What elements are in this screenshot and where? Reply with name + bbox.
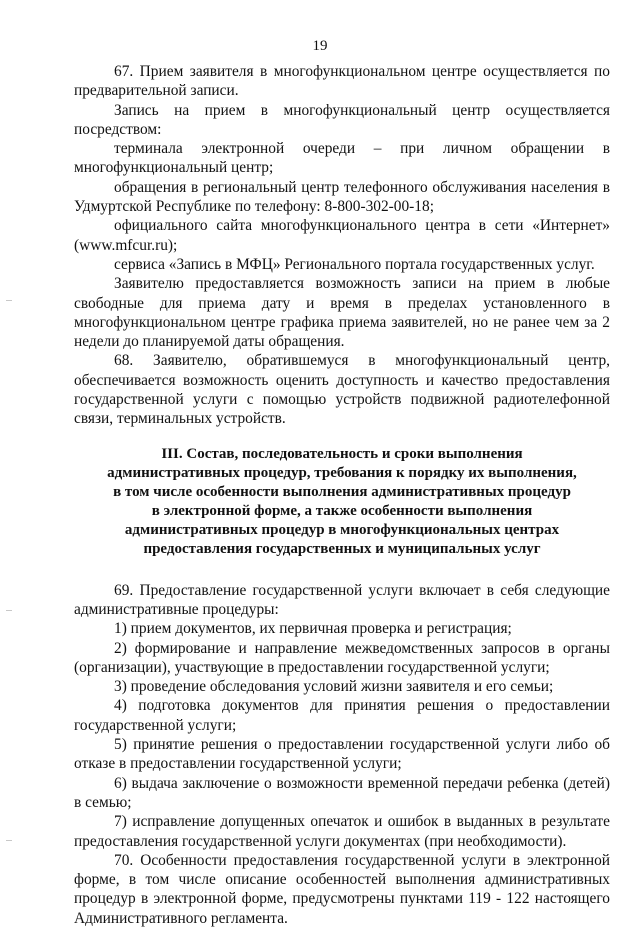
list-item: 5) принятие решения о предоставлении государственной услуги либо об отказе в предоставлении государственной услуги;	[74, 736, 610, 773]
scan-mark	[6, 840, 12, 841]
heading-line: административных процедур, требования к порядку их выполнения,	[107, 464, 577, 481]
paragraph-69: 69. Предоставление государственной услуги включает в себя следующие административные процедуры:	[74, 581, 610, 618]
heading-line: в электронной форме, а также особенности выполнения	[151, 502, 533, 519]
scan-mark	[6, 300, 12, 301]
heading-line: предоставления государственных и муниципальных услуг	[143, 540, 541, 557]
heading-line: III. Состав, последовательность и сроки выполнения	[161, 445, 523, 462]
page-number: 19	[312, 38, 328, 54]
list-item: 7) исправление допущенных опечаток и ошибок в выданных в результате предоставления государственной услуги документах (при необходимости).	[74, 813, 610, 850]
paragraph-70: 70. Особенности предоставления государственной услуги в электронной форме, в том числе описание особенностей выполнения административных процедур в электронной форме, предусмотрены пунктами 119 - 122 настоящего Административного регламента.	[74, 851, 610, 927]
section-heading	[74, 445, 610, 559]
paragraph: официального сайта многофункционального центра в сети «Интернет» (www.mfcur.ru);	[74, 217, 610, 254]
heading-line: в том числе особенности выполнения административных процедур	[113, 483, 571, 500]
heading-line: административных процедур в многофункциональных центрах	[124, 521, 560, 538]
list-item: 4) подготовка документов для принятия решения о предоставлении государственной услуги;	[74, 697, 610, 734]
paragraph: сервиса «Запись в МФЦ» Регионального портала государственных услуг.	[114, 255, 595, 273]
paragraph: Заявителю предоставляется возможность записи на прием в любые свободные для приема дату и время в пределах установленного в многофункциональном центре графика приема заявителей, но не ранее чем за 2 недели до планируемой даты обращения.	[74, 275, 610, 351]
document-body	[74, 62, 610, 928]
list-item: 1) прием документов, их первичная проверка и регистрация;	[114, 620, 512, 638]
list-item: 6) выдача заключение о возможности временной передачи ребенка (детей) в семью;	[74, 774, 610, 811]
list-item: 3) проведение обследования условий жизни заявителя и его семьи;	[114, 678, 554, 696]
paragraph-68: 68. Заявителю, обратившемуся в многофункциональный центр, обеспечивается возможность оценить доступность и качество предоставления государственной услуги с помощью устройств подвижной радиотелефонной связи, терминальных устройств.	[74, 352, 610, 428]
list-item: 2) формирование и направление межведомственных запросов в органы (организации), участвующие в предоставлении государственной услуги;	[74, 639, 610, 676]
paragraph: Запись на прием в многофункциональный центр осуществляется посредством:	[74, 101, 610, 138]
paragraph: обращения в региональный центр телефонного обслуживания населения в Удмуртской Республике по телефону: 8-800-302-00-18;	[74, 178, 610, 216]
paragraph: терминала электронной очереди – при личном обращении в многофункциональный центр;	[74, 140, 610, 177]
scan-mark	[6, 610, 12, 611]
paragraph-67: 67. Прием заявителя в многофункциональном центре осуществляется по предварительной записи.	[74, 63, 610, 100]
